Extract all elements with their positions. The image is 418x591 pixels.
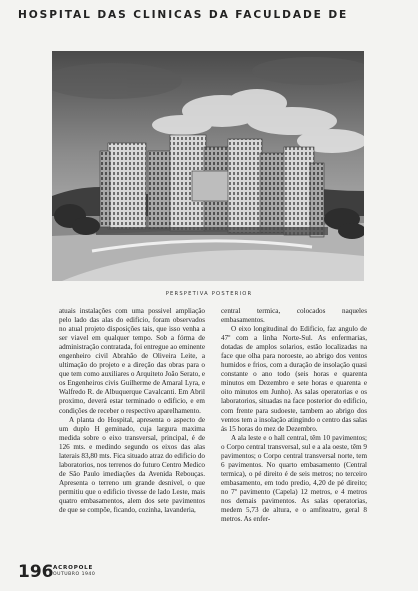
text-column-right [221,307,367,524]
magazine-name: ACROPOLE [53,565,94,571]
paragraph: atuais instalações com uma possivel ampliação pelo lado das alas do edificio, foram observados no atual projeto disposições tais, que isso venha a ser viavel em qualquer tempo. Sob a fórma de administração contratada, foi entregue ao eminente engenheiro civil Abrahão de Oliveira Leite, a ultimação do projeto e a direção das obras para o que tem como auxiliares o Arquiteto João Serato, e os Engenheiros civis Guilherme de Amaral Lyra, e Walfredo R. de Albuquerque Cavalcanti. Em Abril proximo, deverá estar terminado o edificio, e em condições de receber o respectivo aparelhamento. [59,307,205,415]
hospital-rendering [52,51,364,281]
figure-caption: PERSPETIVA POSTERIOR [165,291,253,297]
article-title: HOSPITAL DAS CLINICAS DA FACULDADE DE [18,9,349,21]
paragraph: O eixo longitudinal do Edificio, faz angulo de 47º com a linha Norte-Sul. As enfermarias, dotadas de amplos solarios, estão localizadas na face que olha para noroeste, ao abrigo dos ventos humidos e frios, com a duração de insolação quasi constante o ano todo (seis horas e quarenta minutos em Dezembro e sete horas e quarenta e oito minutos em Junho). As salas operatorias e os laboratorios, situadas na face posterior do edificio, com frente para sudoeste, tambem ao abrigo dos ventos tem a insolação atingindo o centro das salas ás 15 horas do mez de Dezembro. [221,325,367,433]
page-number: 196 [18,562,54,582]
paragraph: central termica, colocados naqueles embasamentos. [221,307,367,325]
paragraph: A ala leste e o hall central, têm 10 pavimentos; o Corpo central transversal, sul e a ala oeste, têm 9 pavimentos; o Corpo central transversal norte, tem 6 pavimentos. No quarto embasamento (Central termica), o pé direito é de seis metros; no terceiro embasamento, em todo predio, 4,20 de pé direito; no 7º pavimento (Capela) 12 metros, e 4 metros nos demais pavimentos. As salas operatorias, medem 5,73 de altura, e o amfiteatro, geral 8 metros. As enfer- [221,433,367,524]
text-column-left [59,307,205,515]
paragraph: A planta do Hospital, apresenta o aspecto de um duplo H geminado, cuja largura maxima medida sobre o eixo transversal, principal, é de 126 mts. e medindo segundo os eixos das alas laterais 83,80 mts. Fica situado atraz do edificio do laboratorios, nos terrenos do futuro Centro Medico de São Paulo imediações da Avenida Rebouças. Apresenta o terreno um grande desnivel, o que permitiu que o edificio tivesse de lado Leste, mais quatro embasamentos, alem dos sete pavimentos de que se compõe, ficando, cozinha, lavanderia, [59,415,205,515]
issue-date: OUTUBRO 1940 [53,572,96,577]
